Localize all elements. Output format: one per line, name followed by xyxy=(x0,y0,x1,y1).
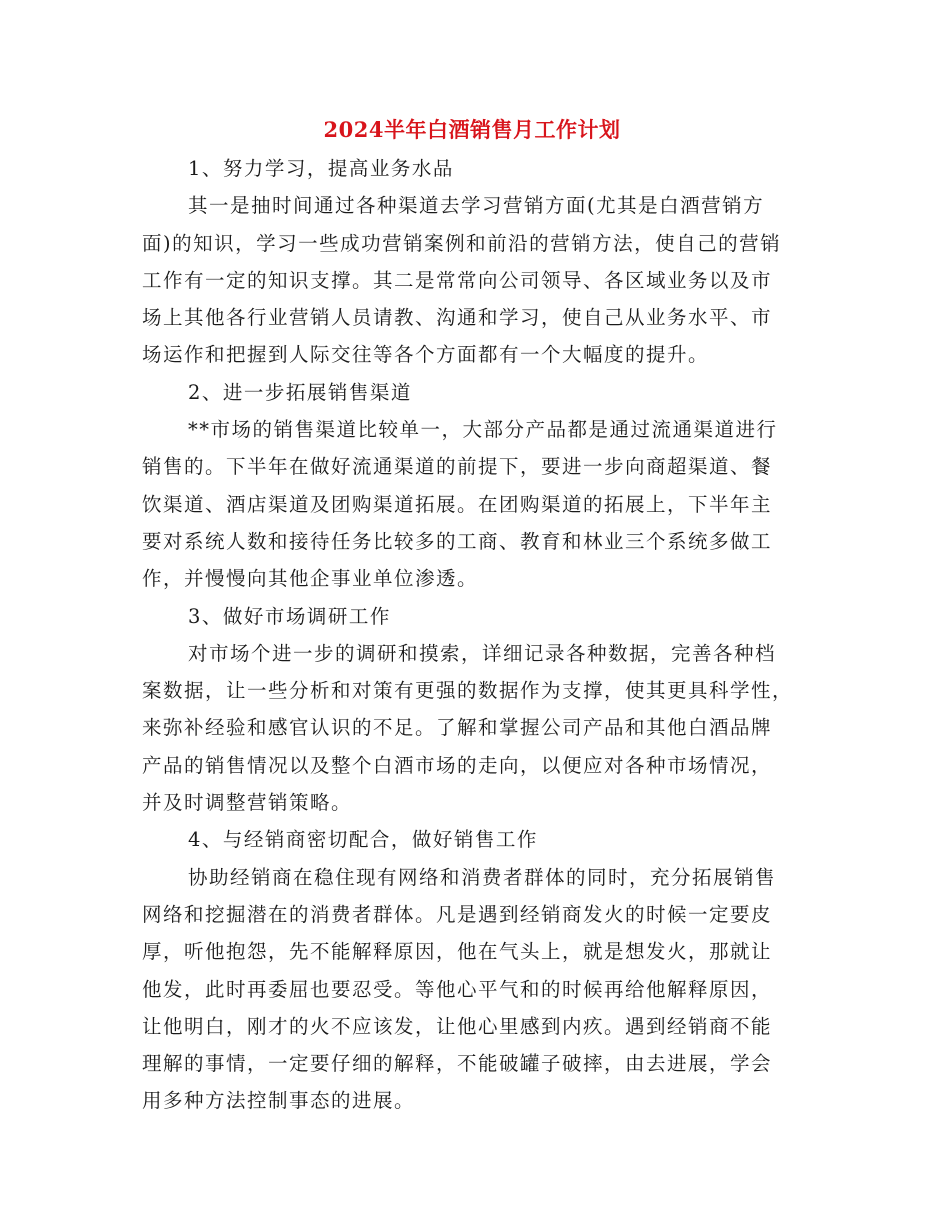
text-line: 1、努力学习，提高业务水品 xyxy=(188,157,454,180)
text-line: 他发，此时再委屈也要忍受。等他心平气和的时候再给他解释原因， xyxy=(142,977,773,1001)
text-line: 案数据，让一些分析和对策有更强的数据作为支撑，使其更具科学性， xyxy=(142,679,794,703)
text-line: 其一是抽时间通过各种渠道去学习营销方面(尤其是白酒营销方 xyxy=(188,194,765,218)
text-line: **市场的销售渠道比较单一，大部分产品都是通过流通渠道进行 xyxy=(188,418,778,442)
text-line: 3、做好市场调研工作 xyxy=(188,604,391,628)
text-line: 销售的。下半年在做好流通渠道的前提下，要进一步向商超渠道、餐 xyxy=(142,455,773,479)
text-line: 作，并慢慢向其他企事业单位渗透。 xyxy=(142,567,479,591)
text-line: 理解的事情，一定要仔细的解释，不能破罐子破摔，由去进展，学会 xyxy=(142,1052,773,1076)
text-line: 4、与经销商密切配合，做好销售工作 xyxy=(188,828,538,852)
text-line: 饮渠道、酒店渠道及团购渠道拓展。在团购渠道的拓展上，下半年主 xyxy=(142,492,773,516)
text-line: 来弥补经验和感官认识的不足。了解和掌握公司产品和其他白酒品牌 xyxy=(142,716,773,740)
text-line: 让他明白，刚才的火不应该发，让他心里感到内疚。遇到经销商不能 xyxy=(142,1014,773,1038)
text-line: 场上其他各行业营销人员请教、沟通和学习，使自己从业务水平、市 xyxy=(142,306,773,330)
text-line: 要对系统人数和接待任务比较多的工商、教育和林业三个系统多做工 xyxy=(142,529,773,553)
text-line: 网络和挖掘潜在的消费者群体。凡是遇到经销商发火的时候一定要皮 xyxy=(142,902,773,926)
text-line: 场运作和把握到人际交往等各个方面都有一个大幅度的提升。 xyxy=(142,343,710,367)
text-line: 面)的知识，学习一些成功营销案例和前沿的营销方法，使自己的营销 xyxy=(142,231,782,255)
text-line: 对市场个进一步的调研和摸索，详细记录各种数据，完善各种档 xyxy=(188,641,777,665)
text-line: 用多种方法控制事态的进展。 xyxy=(142,1089,416,1113)
document-body xyxy=(142,150,802,1120)
text-line: 厚，听他抱怨，先不能解释原因，他在气头上，就是想发火，那就让 xyxy=(142,940,773,964)
text-line: 并及时调整营销策略。 xyxy=(142,791,353,815)
text-line: 协助经销商在稳住现有网络和消费者群体的同时，充分拓展销售 xyxy=(188,865,777,889)
text-line: 产品的销售情况以及整个白酒市场的走向，以便应对各种市场情况， xyxy=(142,753,773,777)
document-title: 2024半年白酒销售月工作计划 xyxy=(323,117,621,142)
text-line: 2、进一步拓展销售渠道 xyxy=(188,380,412,404)
text-line: 工作有一定的知识支撑。其二是常常向公司领导、各区域业务以及市 xyxy=(142,268,773,292)
document-page xyxy=(142,112,802,1120)
